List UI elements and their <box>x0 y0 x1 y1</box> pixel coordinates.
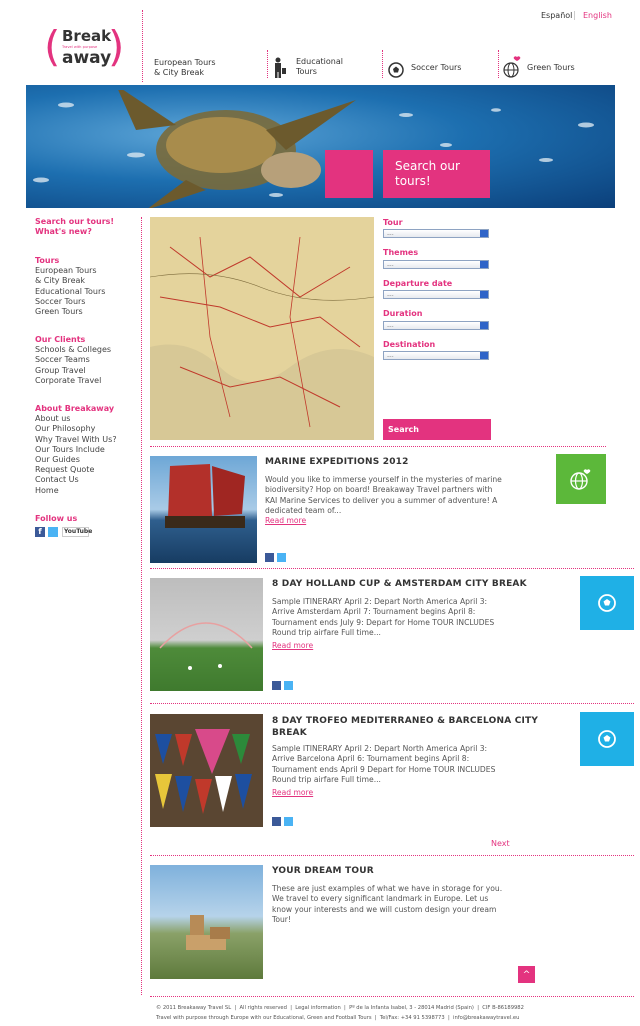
nav-divider <box>267 50 268 78</box>
dream-tour-title: YOUR DREAM TOUR <box>272 866 374 876</box>
departure-date-select[interactable] <box>383 290 489 299</box>
tour-select[interactable] <box>383 229 489 238</box>
pennants-image <box>150 714 263 827</box>
sidebar-follow <box>35 514 77 524</box>
nav-label: & City Break <box>154 68 205 77</box>
footer-email-link[interactable]: info@breakawaytravel.eu <box>453 1015 520 1021</box>
sidebar-item-group-travel[interactable]: Group Travel <box>35 365 86 375</box>
select-value: --- <box>387 262 394 269</box>
follow-us-label: Follow us <box>35 514 78 523</box>
sidebar-clients-section <box>35 335 111 386</box>
read-more-link[interactable]: Read more <box>265 516 307 525</box>
excerpt-line: Sample ITINERARY April 2: Depart North America April 3: <box>272 597 488 606</box>
footer-phone: Tel/Fax: +34 91 5398773 <box>379 1015 445 1021</box>
village-landscape-image <box>150 865 263 979</box>
sidebar-item-philosophy[interactable]: Our Philosophy <box>35 424 96 434</box>
search-button[interactable]: Search <box>383 419 491 440</box>
tour-label: Tour <box>383 218 403 227</box>
breakaway-logo[interactable] <box>44 22 125 74</box>
excerpt-line: Round trip airfare Full time... <box>272 774 381 784</box>
themes-select[interactable] <box>383 260 489 269</box>
pagination-next-link[interactable]: Next <box>491 839 510 848</box>
footer-text: Travel with purpose through Europe with our Educational, Green and Football Tours <box>156 1015 372 1021</box>
sidebar-item-green-tours[interactable]: Green Tours <box>35 307 83 317</box>
sidebar-tours-section <box>35 256 105 317</box>
sidebar-search-link[interactable]: Search our tours! <box>35 217 115 226</box>
logo-word-away: away <box>62 48 112 68</box>
nav-soccer-tours[interactable]: Soccer Tours <box>411 63 462 72</box>
excerpt-line: KAI Marine Services to deliver you a summer of adventure! A <box>265 495 498 505</box>
nav-divider <box>382 50 383 78</box>
twitter-share-icon[interactable] <box>277 553 286 562</box>
soccer-field-image <box>150 578 263 691</box>
chevron-down-icon <box>480 352 488 359</box>
logo-tagline: Travel with purpose <box>62 45 98 49</box>
chevron-down-icon <box>480 261 488 268</box>
excerpt-line: Round trip airfare Full time... <box>272 627 381 637</box>
lang-divider <box>574 11 575 20</box>
article-excerpt <box>265 475 502 516</box>
sidebar-item-guides[interactable]: Our Guides <box>35 455 80 465</box>
hero-cta-text: tours! <box>395 174 431 188</box>
sidebar-item-contact-us[interactable]: Contact Us <box>35 475 79 485</box>
header-divider <box>142 10 143 82</box>
dream-line: Tour! <box>272 914 291 924</box>
youtube-icon[interactable]: YouTube <box>64 528 93 535</box>
lang-spanish-link[interactable]: Español <box>541 11 573 20</box>
read-more-link[interactable]: Read more <box>272 788 314 797</box>
soccer-tour-tile[interactable] <box>580 576 634 630</box>
dream-line: We travel to every significant landmark in Europe. Let us <box>272 894 489 904</box>
sidebar-item-why-travel[interactable]: Why Travel With Us? <box>35 434 117 444</box>
green-globe-icon <box>503 55 523 83</box>
facebook-share-icon[interactable] <box>272 817 281 826</box>
sidebar-item-about-us[interactable]: About us <box>35 414 71 424</box>
facebook-icon[interactable]: f <box>35 527 45 537</box>
nav-educational-tours[interactable] <box>296 57 343 77</box>
footer-row-1: © 2011 Breakaway Travel SL | All rights reserved | Legal information | Pº de la Infanta Isabel, 3 - 28014 Madrid (Spain) | CIF B-86189982 <box>156 1005 524 1011</box>
section-divider <box>150 855 634 856</box>
logo-word-break: Break <box>62 27 112 45</box>
footer-cif: CIF B-86189982 <box>482 1005 524 1011</box>
fish-school <box>26 85 615 208</box>
sidebar-item-european-tours[interactable]: European Tours <box>35 266 97 276</box>
sidebar <box>35 217 114 237</box>
destination-select[interactable] <box>383 351 489 360</box>
excerpt-line: biodiversity? Hop on board! Breakaway Travel partners with <box>265 485 493 495</box>
sidebar-item-schools[interactable]: Schools & Colleges <box>35 345 112 355</box>
excerpt-line: Would you like to immerse yourself in the mysteries of marine <box>265 475 502 484</box>
article-excerpt <box>272 597 494 638</box>
footer-divider <box>150 996 634 997</box>
sidebar-whats-new-link[interactable]: What's new? <box>35 227 92 237</box>
section-divider <box>150 703 634 704</box>
europe-map-image <box>150 217 374 440</box>
dream-line: These are just examples of what we have in storage for you. <box>272 884 503 893</box>
departure-date-label: Departure date <box>383 279 453 288</box>
back-to-top-button[interactable]: ^ <box>518 966 535 983</box>
excerpt-line: Tournament ends April 9 Depart for Home TOUR INCLUDES <box>272 764 496 774</box>
chevron-down-icon <box>480 230 488 237</box>
sidebar-item-request-quote[interactable]: Request Quote <box>35 465 95 475</box>
main-divider <box>141 217 142 995</box>
green-tour-tile[interactable] <box>556 454 606 504</box>
soccer-ball-icon <box>580 576 634 630</box>
nav-green-tours[interactable]: Green Tours <box>527 63 575 72</box>
select-value: --- <box>387 323 394 330</box>
sidebar-item-home[interactable]: Home <box>35 485 59 495</box>
footer-text: All rights reserved <box>239 1005 287 1011</box>
facebook-share-icon[interactable] <box>265 553 274 562</box>
duration-label: Duration <box>383 309 423 318</box>
lang-english-link[interactable]: English <box>583 11 612 20</box>
article-excerpt <box>272 744 495 785</box>
twitter-share-icon[interactable] <box>284 681 293 690</box>
nav-european-tours[interactable] <box>154 58 216 78</box>
section-divider <box>150 446 606 447</box>
select-value: --- <box>387 231 394 238</box>
sidebar-heading: Tours <box>35 256 60 265</box>
soccer-tour-tile[interactable] <box>580 712 634 766</box>
article-title[interactable]: 8 DAY HOLLAND CUP & AMSTERDAM CITY BREAK <box>272 579 527 589</box>
sidebar-about-section <box>35 404 117 496</box>
chevron-down-icon <box>480 291 488 298</box>
excerpt-line: Tournament ends July 9: Depart for Home TOUR INCLUDES <box>272 617 495 627</box>
sidebar-heading: About Breakaway <box>35 404 115 413</box>
read-more-link[interactable]: Read more <box>272 641 314 650</box>
article-title-line: BREAK <box>272 728 307 738</box>
logo-left-bracket: ( <box>44 22 61 71</box>
green-globe-icon <box>556 454 606 504</box>
hero-cta-text: Search our <box>395 159 460 173</box>
nav-label: Educational <box>296 57 343 66</box>
duration-select[interactable] <box>383 321 489 330</box>
hero-banner <box>26 85 615 208</box>
twitter-share-icon[interactable] <box>284 817 293 826</box>
article-title-line: 8 DAY TROFEO MEDITERRANEO & BARCELONA CITY <box>272 716 539 726</box>
excerpt-line: Arrive Amsterdam April 7: Tournament begins April 8: <box>272 607 476 617</box>
sidebar-item-soccer-teams[interactable]: Soccer Teams <box>35 355 90 365</box>
nav-label: European Tours <box>154 58 216 67</box>
select-value: --- <box>387 353 394 360</box>
hero-search-tours-button[interactable] <box>383 150 490 198</box>
nav-divider <box>498 50 499 78</box>
excerpt-line: dedicated team of... <box>265 505 342 515</box>
student-icon <box>273 57 287 83</box>
facebook-share-icon[interactable] <box>272 681 281 690</box>
sidebar-heading: Our Clients <box>35 335 86 344</box>
sidebar-item-tours-include[interactable]: Our Tours Include <box>35 444 105 454</box>
themes-label: Themes <box>383 248 419 257</box>
sidebar-item-city-break[interactable]: & City Break <box>35 276 86 286</box>
destination-label: Destination <box>383 340 436 349</box>
article-title[interactable]: MARINE EXPEDITIONS 2012 <box>265 457 409 467</box>
article-title[interactable] <box>272 715 538 739</box>
footer-text: © 2011 Breakaway Travel SL <box>156 1005 232 1011</box>
footer-legal-link[interactable]: Legal information <box>295 1005 341 1011</box>
soccer-ball-icon <box>580 712 634 766</box>
logo-right-bracket: ) <box>108 22 125 71</box>
excerpt-line: Sample ITINERARY April 2: Depart North America April 3: <box>272 744 488 753</box>
chevron-down-icon <box>480 322 488 329</box>
sidebar-item-soccer-tours[interactable]: Soccer Tours <box>35 296 86 306</box>
soccer-ball-icon <box>388 62 404 82</box>
sidebar-item-educational-tours[interactable]: Educational Tours <box>35 286 106 296</box>
twitter-icon[interactable] <box>48 527 58 537</box>
footer-address: Pº de la Infanta Isabel, 3 - 28014 Madrid (Spain) <box>349 1005 474 1011</box>
footer-row-2: Travel with purpose through Europe with our Educational, Green and Football Tours | Tel/Fax: +34 91 5398773 | info@breakawaytravel.eu <box>156 1015 520 1021</box>
select-value: --- <box>387 292 394 299</box>
sidebar-item-corporate-travel[interactable]: Corporate Travel <box>35 375 102 385</box>
excerpt-line: Arrive Barcelona April 6: Tournament begins April 8: <box>272 754 470 764</box>
dream-line: know your interests and we will custom design your dream <box>272 904 497 914</box>
hero-accent-block <box>325 150 373 198</box>
sailing-ship-image <box>150 456 257 563</box>
nav-label: Tours <box>296 67 317 76</box>
section-divider <box>150 568 634 569</box>
dream-tour-text <box>272 884 502 925</box>
